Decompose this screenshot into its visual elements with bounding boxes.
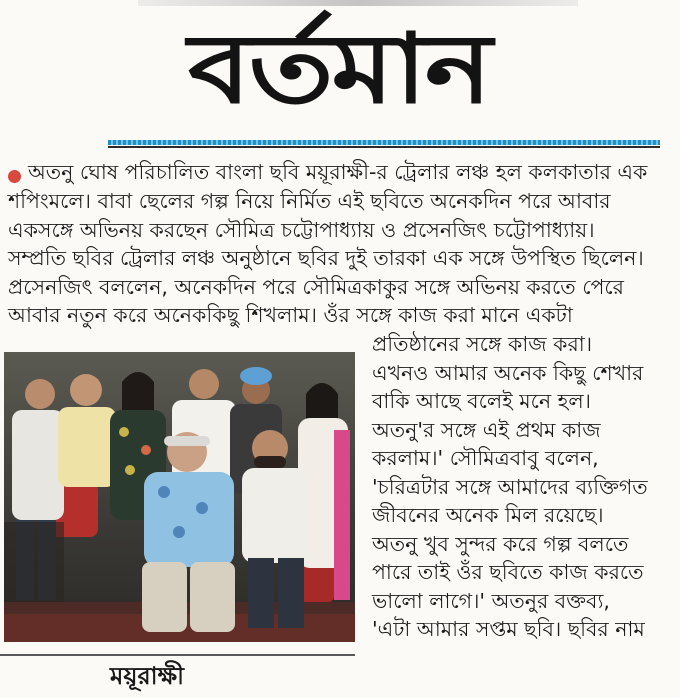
article-side-line: বাকি আছে বলেই মনে হল। (372, 389, 592, 413)
article-side-line: 'এটা আমার সপ্তম ছবি। ছবির নাম (372, 617, 645, 641)
article-side-line: জীবনের অনেক মিল রয়েছে। (372, 503, 604, 527)
article-side-line: ভালো লাগে।' অতনুর বক্তব্য, (372, 589, 610, 613)
article-side-line: প্রতিষ্ঠানের সঙ্গে কাজ করা। (372, 332, 593, 356)
article-line: অতনু ঘোষ পরিচালিত বাংলা ছবি ময়ূরাক্ষী-র ট্রেলার লঞ্চ হল কলকাতার এক (28, 160, 648, 184)
bullet-icon (8, 170, 21, 183)
column-separator (0, 654, 355, 656)
article-side-line: পারে তাই ওঁর ছবিতে কাজ করতে (372, 560, 644, 584)
article-side-line: এখনও আমার অনেক কিছু শেখার (372, 361, 644, 385)
group-photo (4, 352, 355, 642)
article-side-line: অতনু'র সঙ্গে এই প্রথম কাজ (372, 418, 601, 442)
masthead-title: বর্তমান (187, 13, 490, 125)
article-line: সম্প্রতি ছবির ট্রেলার লঞ্চ অনুষ্ঠানে ছবির দুই তারকা এক সঙ্গে উপস্থিত ছিলেন। (8, 246, 644, 270)
article-side-line: করলাম।' সৌমিত্রবাবু বলেন, (372, 446, 599, 470)
next-story-headline: ময়ূরাক্ষী (110, 662, 184, 690)
article-line: আবার নতুন করে অনেককিছু শিখলাম। ওঁর সঙ্গে কাজ করা মানে একটা (8, 303, 573, 327)
masthead (84, 10, 594, 128)
article-line: প্রসেনজিৎ বললেন, অনেকদিন পরে সৌমিত্রকাকুর সঙ্গে অভিনয় করতে পেরে (8, 275, 624, 299)
top-decorative-line (138, 0, 578, 6)
article-line: শপিংমলে। বাবা ছেলের গল্প নিয়ে নির্মিত এই ছবিতে অনেকদিন পরে আবার (8, 189, 611, 213)
masthead-rule (108, 140, 660, 145)
article-line: একসঙ্গে অভিনয় করছেন সৌমিত্র চট্টোপাধ্যায় ও প্রসেনজিৎ চট্টোপাধ্যায়। (8, 218, 595, 242)
article-side-line: অতনু খুব সুন্দর করে গল্প বলতে (372, 532, 629, 556)
article-side-line: 'চরিত্রটার সঙ্গে আমাদের ব্যক্তিগত (372, 475, 648, 499)
